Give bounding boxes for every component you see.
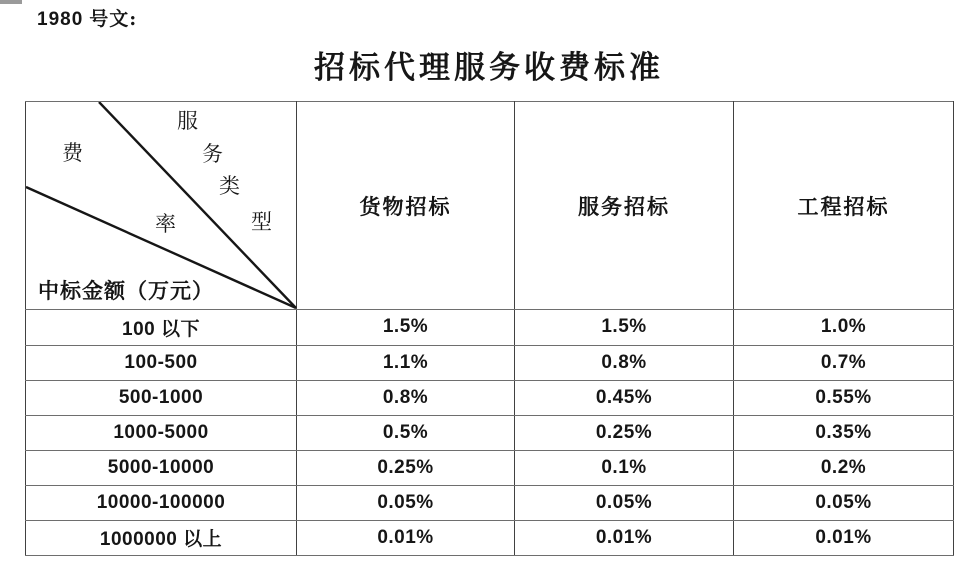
corner-service-type-char: 服 xyxy=(177,109,198,133)
table-row xyxy=(26,450,954,485)
cell-value: 0.8% xyxy=(297,380,515,415)
column-header-services: 服务招标 xyxy=(515,102,734,310)
column-header-works: 工程招标 xyxy=(734,102,954,310)
corner-fee-rate-char: 率 xyxy=(155,212,176,236)
cell-value: 0.45% xyxy=(515,380,734,415)
scan-artifact xyxy=(0,0,22,4)
doc-number-label: 号文: xyxy=(89,8,138,30)
cell-value: 0.35% xyxy=(734,415,954,450)
table-row xyxy=(26,310,954,345)
corner-fee-rate-char: 费 xyxy=(62,141,83,165)
cell-value: 0.1% xyxy=(515,450,734,485)
cell-value: 0.25% xyxy=(515,415,734,450)
table-row xyxy=(26,520,954,555)
corner-amount-label: 中标金额（万元） xyxy=(38,278,214,303)
doc-number-line xyxy=(37,4,137,31)
row-label: 5000-10000 xyxy=(26,450,297,485)
row-label: 100-500 xyxy=(26,345,297,380)
corner-header-cell xyxy=(26,102,297,310)
doc-number: 1980 xyxy=(37,9,84,30)
cell-value: 1.5% xyxy=(297,310,515,345)
table-row xyxy=(26,380,954,415)
cell-value: 0.7% xyxy=(734,345,954,380)
table-row xyxy=(26,485,954,520)
row-label: 10000-100000 xyxy=(26,485,297,520)
column-header-goods: 货物招标 xyxy=(297,102,515,310)
corner-service-type-char: 类 xyxy=(219,174,240,198)
cell-value: 0.5% xyxy=(297,415,515,450)
cell-value: 0.01% xyxy=(734,520,954,555)
table-row xyxy=(26,415,954,450)
cell-value: 1.5% xyxy=(515,310,734,345)
cell-value: 0.05% xyxy=(515,485,734,520)
page-title: 招标代理服务收费标准 xyxy=(314,50,664,86)
cell-value: 0.55% xyxy=(734,380,954,415)
cell-value: 0.2% xyxy=(734,450,954,485)
corner-service-type-char: 务 xyxy=(202,142,223,166)
cell-value: 0.05% xyxy=(734,485,954,520)
header-row xyxy=(26,102,954,310)
table-row xyxy=(26,345,954,380)
row-label: 1000000 以上 xyxy=(26,520,297,555)
cell-value: 0.01% xyxy=(515,520,734,555)
cell-value: 1.1% xyxy=(297,345,515,380)
corner-service-type-char: 型 xyxy=(251,210,272,234)
fee-table xyxy=(25,101,953,556)
cell-value: 0.05% xyxy=(297,485,515,520)
cell-value: 0.8% xyxy=(515,345,734,380)
row-label: 100 以下 xyxy=(26,310,297,345)
cell-value: 0.01% xyxy=(297,520,515,555)
row-label: 500-1000 xyxy=(26,380,297,415)
row-label: 1000-5000 xyxy=(26,415,297,450)
cell-value: 1.0% xyxy=(734,310,954,345)
cell-value: 0.25% xyxy=(297,450,515,485)
